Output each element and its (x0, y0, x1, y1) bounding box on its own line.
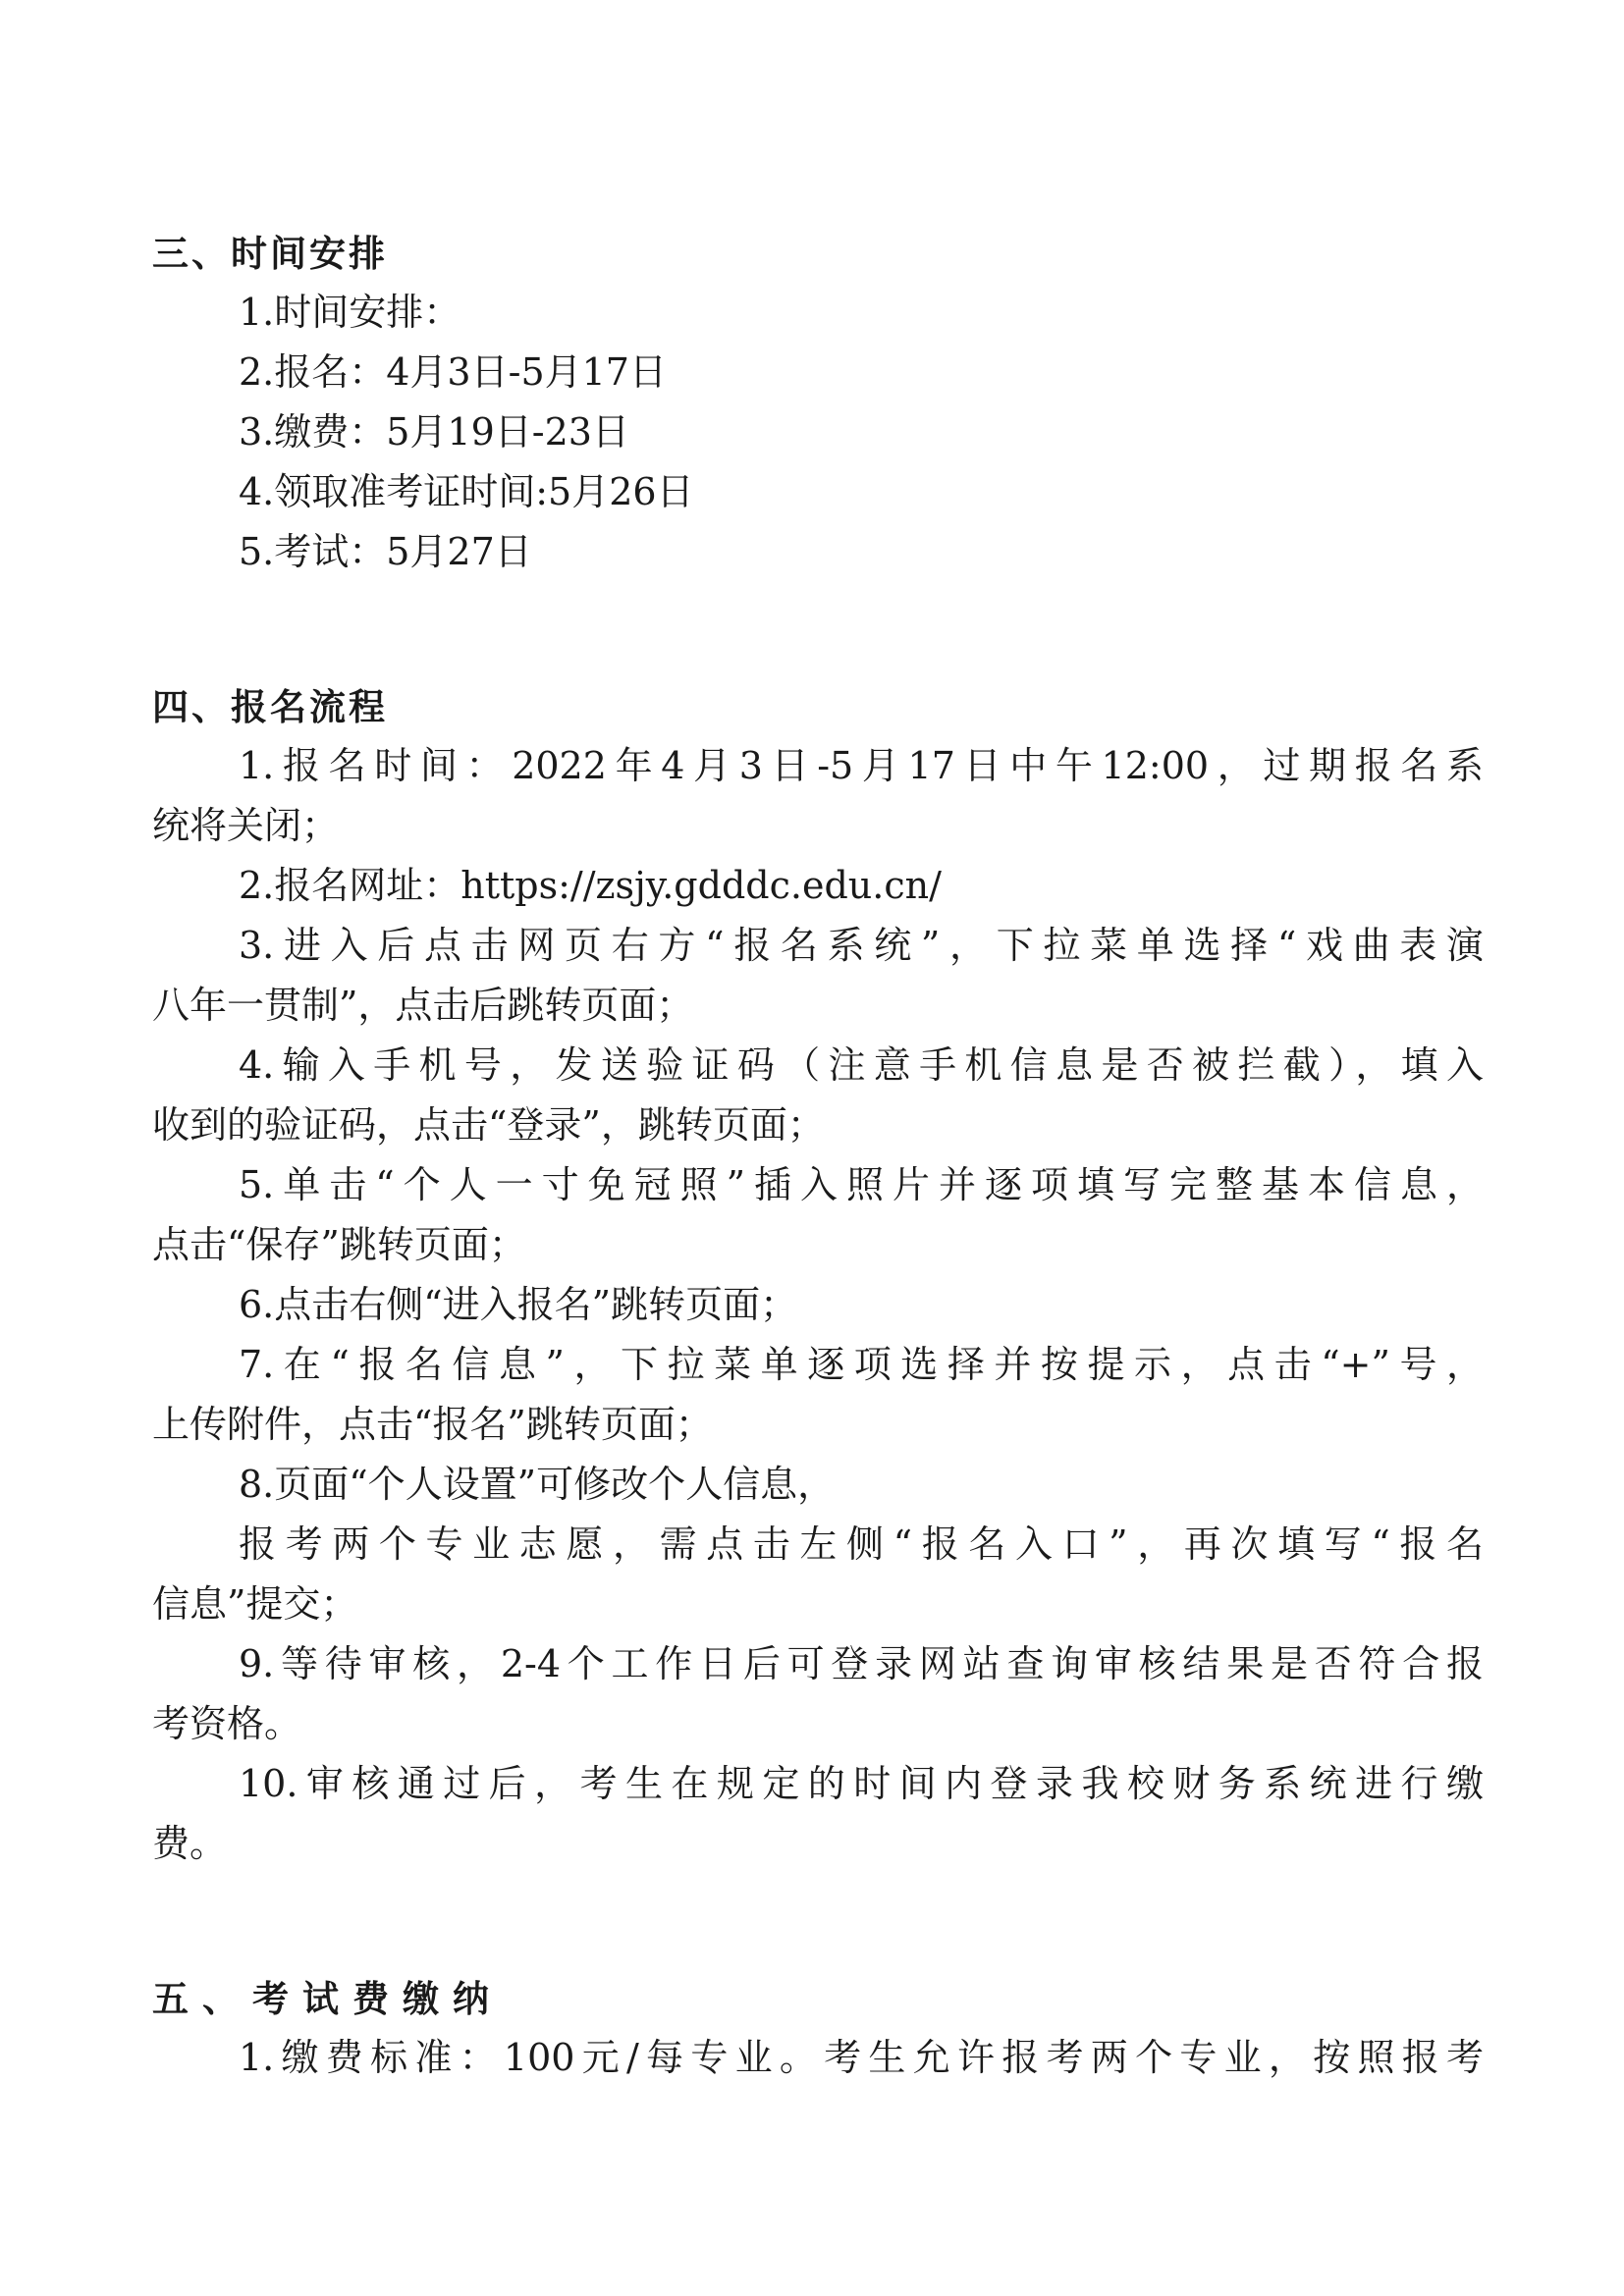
paragraph-line: 费。 (152, 1822, 228, 1865)
schedule-item: 4.领取准考证时间:5月26日 (239, 470, 694, 513)
paragraph-line: 8.页面“个人设置”可修改个人信息， (239, 1463, 836, 1506)
section-heading-registration-process: 四、报名流程 (152, 686, 388, 728)
schedule-item: 3.缴费：5月19日-23日 (239, 410, 629, 454)
paragraph-line: 3.进入后点击网页右方“报名系统”，下拉菜单选择“戏曲表演 (239, 924, 1484, 967)
paragraph-line: 统将关闭； (152, 804, 340, 847)
paragraph-line: 上传附件，点击“报名”跳转页面； (152, 1403, 713, 1446)
registration-url: 2.报名网址：https://zsjy.gdddc.edu.cn/ (239, 864, 942, 907)
paragraph-line: 4.输入手机号，发送验证码（注意手机信息是否被拦截），填入 (239, 1043, 1484, 1087)
paragraph-line: 5.单击“个人一寸免冠照”插入照片并逐项填写完整基本信息， (239, 1163, 1484, 1206)
section-heading-exam-fee: 五、考试费缴纳 (152, 1978, 503, 2020)
paragraph-line: 信息”提交； (152, 1582, 358, 1626)
paragraph-line: 八年一贯制”，点击后跳转页面； (152, 984, 694, 1027)
paragraph-line: 7.在“报名信息”，下拉菜单逐项选择并按提示，点击“+”号， (239, 1343, 1484, 1386)
paragraph-line: 收到的验证码，点击“登录”，跳转页面； (152, 1103, 825, 1147)
paragraph-line: 考资格。 (152, 1702, 302, 1745)
paragraph-line: 报考两个专业志愿，需点击左侧“报名入口”，再次填写“报名 (239, 1522, 1484, 1566)
paragraph-line: 10.审核通过后，考生在规定的时间内登录我校财务系统进行缴 (239, 1762, 1484, 1805)
paragraph-line: 9.等待审核，2-4个工作日后可登录网站查询审核结果是否符合报 (239, 1642, 1484, 1685)
schedule-item: 5.考试：5月27日 (239, 530, 532, 573)
paragraph-line: 点击“保存”跳转页面； (152, 1223, 526, 1266)
schedule-item: 2.报名：4月3日-5月17日 (239, 350, 667, 394)
paragraph-line: 1.缴费标准：100元/每专业。考生允许报考两个专业，按照报考 (239, 2036, 1484, 2079)
schedule-item: 1.时间安排： (239, 291, 461, 334)
paragraph-line: 6.点击右侧“进入报名”跳转页面； (239, 1283, 798, 1326)
paragraph-line: 1.报名时间：2022年4月3日-5月17日中午12:00，过期报名系 (239, 744, 1484, 787)
section-heading-schedule: 三、时间安排 (152, 233, 388, 275)
